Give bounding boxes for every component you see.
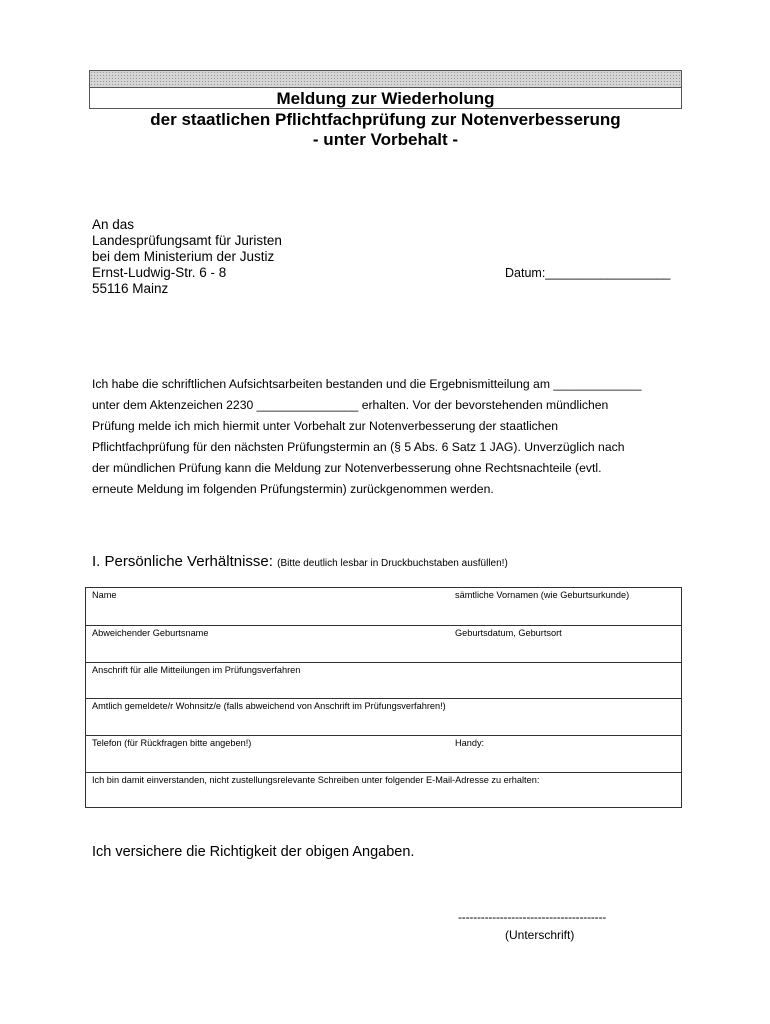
body-text-line: Pflichtfachprüfung für den nächsten Prüfungstermin an (§ 5 Abs. 6 Satz 1 JAG). Unverzüglich nach [92,440,625,454]
address-line-2: Landesprüfungsamt für Juristen [92,233,282,248]
address-line-4: Ernst-Ludwig-Str. 6 - 8 [92,265,227,280]
section-heading-note: (Bitte deutlich lesbar in Druckbuchstaben ausfüllen!) [277,558,508,569]
form-row-birth-name[interactable] [86,626,681,663]
form-row-address[interactable] [86,663,681,699]
field-label-email-consent: Ich bin damit einverstanden, nicht zustellungsrelevante Schreiben unter folgender E-Mail-Adresse zu erhalten: [92,775,540,785]
body-text-line: erneute Meldung im folgenden Prüfungstermin) zurückgenommen werden. [92,482,494,496]
address-line-3: bei dem Ministerium der Justiz [92,249,275,264]
header-band [89,70,682,88]
field-label-mobile: Handy: [455,738,485,748]
signature-label: (Unterschrift) [505,928,575,942]
field-label-birth-date-place: Geburtsdatum, Geburtsort [455,628,562,638]
field-label-phone: Telefon (für Rückfragen bitte angeben!) [92,738,252,748]
section-heading-title: I. Persönliche Verhältnisse: [92,553,273,570]
field-label-birth-name: Abweichender Geburtsname [92,628,209,638]
section-heading [92,553,508,570]
field-label-address: Anschrift für alle Mitteilungen im Prüfungsverfahren [92,665,301,675]
field-label-name: Name [92,590,117,600]
personal-details-form [85,587,682,808]
form-row-residence[interactable] [86,699,681,736]
form-row-email[interactable] [86,773,681,808]
body-text-line: Prüfung melde ich mich hiermit unter Vorbehalt zur Notenverbesserung der staatlichen [92,419,559,433]
body-text-line: der mündlichen Prüfung kann die Meldung zur Notenverbesserung ohne Rechtsnachteile (evtl. [92,461,602,475]
form-row-phone[interactable] [86,736,681,773]
field-label-first-names: sämtliche Vornamen (wie Geburtsurkunde) [455,590,630,600]
document-subtitle-note: - unter Vorbehalt - [312,130,459,149]
form-row-name[interactable] [86,588,681,626]
signature-line[interactable]: --------------------------------------- [458,910,607,924]
document-title: Meldung zur Wiederholung [276,89,495,108]
body-text-line: unter dem Aktenzeichen 2230 _______________ erhalten. Vor der bevorstehenden mündlichen [92,398,609,412]
document-subtitle: der staatlichen Pflichtfachprüfung zur Notenverbesserung [150,110,621,129]
declaration-text: Ich versichere die Richtigkeit der obigen Angaben. [92,844,415,860]
date-field[interactable]: Datum:__________________ [505,266,671,280]
field-label-residence: Amtlich gemeldete/r Wohnsitz/e (falls abweichend von Anschrift im Prüfungsverfahren!) [92,701,446,711]
address-line-5: 55116 Mainz [92,281,169,296]
address-line-1: An das [92,217,135,232]
body-text-line: Ich habe die schriftlichen Aufsichtsarbeiten bestanden und die Ergebnismitteilung am _____________ [92,377,642,391]
